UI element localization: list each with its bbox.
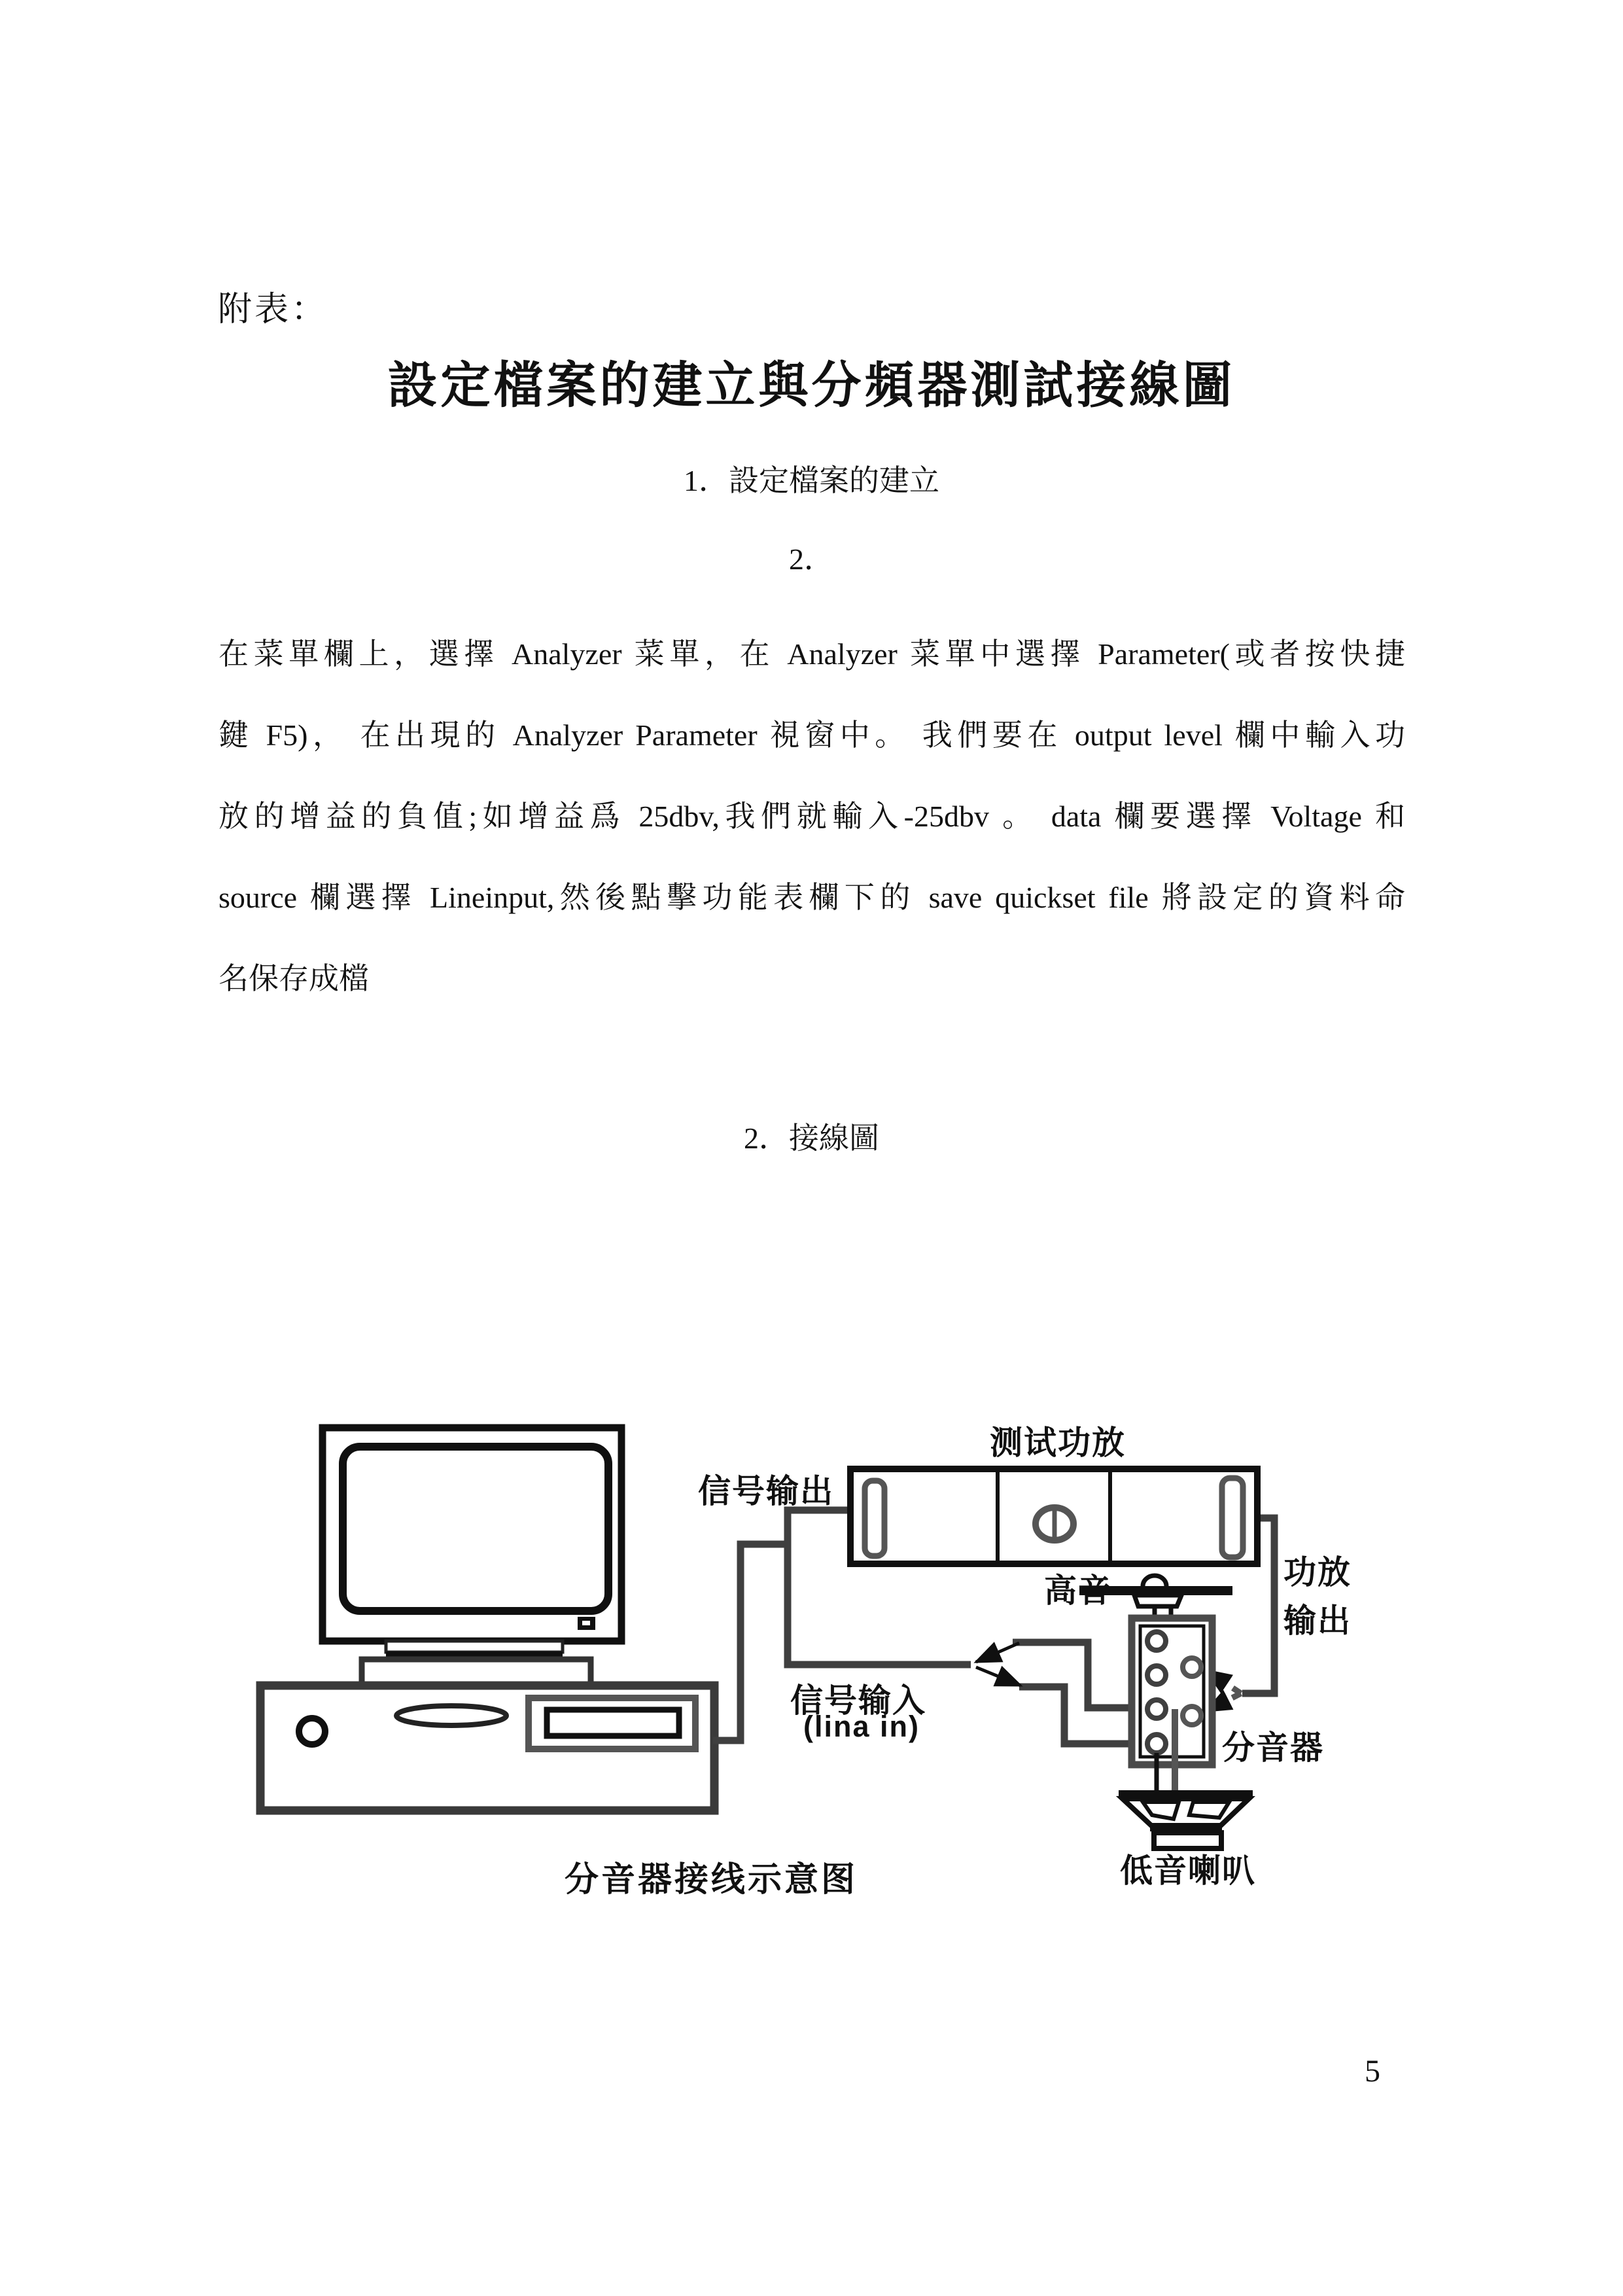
terminal xyxy=(1147,1700,1166,1718)
monitor-screen xyxy=(343,1447,608,1611)
wire-branch-upper xyxy=(1013,1642,1148,1708)
label-woofer: 低音喇叭 xyxy=(1120,1852,1256,1889)
terminal xyxy=(1183,1706,1201,1725)
serial-port xyxy=(396,1706,506,1725)
paragraph-line: 名保存成檔 xyxy=(218,962,369,995)
tweeter-dome xyxy=(1143,1576,1166,1586)
woofer-magnet xyxy=(1154,1833,1221,1848)
amp-right-vent xyxy=(1222,1478,1243,1557)
terminal xyxy=(1183,1658,1201,1676)
wire-case-to-junction xyxy=(713,1544,788,1740)
appendix-label: 附表： xyxy=(218,291,328,328)
label-crossover: 分音器 xyxy=(1222,1729,1324,1766)
terminal xyxy=(1147,1666,1166,1684)
arrow-split-lower xyxy=(976,1667,1021,1686)
section2-heading: 2．接線圖 xyxy=(744,1122,879,1155)
subtitle-step2: 2． xyxy=(789,542,834,576)
paragraph-line: source 欄選擇 Lineinput,然後點擊功能表欄下的 save quickset file 將設定的資料命 xyxy=(218,881,1405,914)
label-signal-input: 信号输入 xyxy=(790,1682,926,1719)
monitor-stand-base xyxy=(362,1659,591,1684)
arrow-split-upper xyxy=(976,1643,1019,1662)
paragraph-line: 鍵 F5)， 在出現的 Analyzer Parameter 視窗中。 我們要在 output level 欄中輸入功 xyxy=(218,718,1405,752)
label-signal-output: 信号输出 xyxy=(698,1473,834,1510)
label-amp-output-1: 功放 xyxy=(1283,1554,1352,1591)
label-test-amplifier: 测试功放 xyxy=(990,1424,1126,1461)
paragraph-line: 放的增益的負值;如增益爲 25dbv,我們就輸入-25dbv 。 data 欄要選擇 Voltage 和 xyxy=(218,800,1405,833)
drive-bay-slot xyxy=(547,1710,679,1736)
terminal xyxy=(1147,1632,1166,1650)
page-number: 5 xyxy=(1365,2054,1380,2089)
amp-left-vent xyxy=(865,1481,884,1556)
monitor-power-led-inner xyxy=(582,1621,590,1625)
label-tweeter: 高音 xyxy=(1044,1572,1112,1609)
page-title: 設定檔案的建立與分頻器測試接線圖 xyxy=(387,359,1236,414)
subtitle-step1: 1．設定檔案的建立 xyxy=(684,464,939,497)
test-amplifier xyxy=(850,1469,1257,1564)
tweeter-body xyxy=(1134,1595,1181,1606)
computer xyxy=(260,1428,714,1810)
split-arrows xyxy=(976,1643,1021,1686)
diagram-caption: 分音器接线示意图 xyxy=(565,1861,858,1899)
power-button xyxy=(299,1718,325,1744)
paragraph-line: 在菜單欄上，選擇 Analyzer 菜單，在 Analyzer 菜單中選擇 Parameter(或者按快捷 xyxy=(218,637,1405,671)
terminal xyxy=(1147,1735,1166,1753)
label-line-in: (lina in) xyxy=(803,1710,920,1743)
label-amp-output-2: 输出 xyxy=(1283,1602,1352,1639)
monitor-stand-neck xyxy=(386,1641,563,1652)
